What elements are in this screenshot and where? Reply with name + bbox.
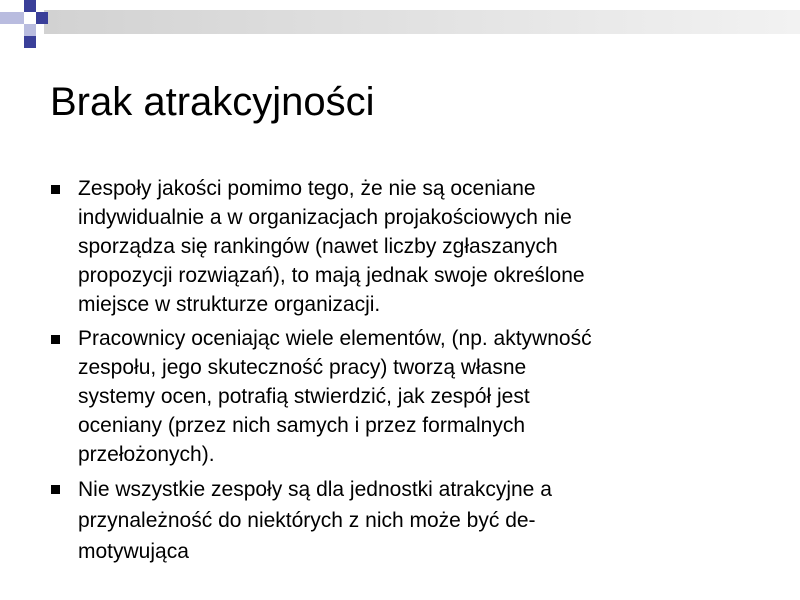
bullet-line: motywująca	[78, 540, 189, 563]
bullet-line: systemy ocen, potrafią stwierdzić, jak zespół jest	[78, 385, 530, 408]
bullet-line: przełożonych).	[78, 443, 215, 466]
deco-square-bottom	[24, 36, 36, 48]
bullet-list	[48, 174, 748, 572]
deco-square-left	[0, 12, 12, 24]
header-decoration	[0, 0, 800, 48]
bullet-line: indywidualnie a w organizacjach projakościowych nie	[78, 206, 572, 229]
square-bullet-icon	[51, 485, 60, 494]
slide-title: Brak atrakcyjności	[50, 80, 375, 124]
deco-square-center	[12, 12, 24, 24]
square-bullet-icon	[51, 185, 60, 194]
bullet-text	[78, 474, 748, 567]
bullet-line: Pracownicy oceniając wiele elementów, (np. aktywność	[78, 327, 592, 350]
bullet-line: przynależność do niektórych z nich może być de-	[78, 509, 536, 532]
bullet-line: sporządza się rankingów (nawet liczby zgłaszanych	[78, 235, 558, 258]
bullet-item	[48, 174, 748, 319]
header-banner	[44, 10, 800, 34]
bullet-text	[78, 324, 748, 469]
deco-square-top	[24, 0, 36, 12]
bullet-line: Nie wszystkie zespoły są dla jednostki atrakcyjne a	[78, 478, 552, 501]
bullet-line: zespołu, jego skuteczność pracy) tworzą własne	[78, 356, 527, 379]
bullet-line: Zespoły jakości pomimo tego, że nie są oceniane	[78, 177, 536, 200]
bullet-line: propozycji rozwiązań), to mają jednak swoje określone	[78, 264, 585, 287]
bullet-item	[48, 324, 748, 469]
deco-square-right	[36, 12, 48, 24]
bullet-line: miejsce w strukturze organizacji.	[78, 293, 381, 316]
square-bullet-icon	[51, 335, 60, 344]
bullet-line: oceniany (przez nich samych i przez formalnych	[78, 414, 526, 437]
bullet-item	[48, 474, 748, 567]
deco-square-mid	[24, 24, 36, 36]
bullet-text	[78, 174, 748, 319]
